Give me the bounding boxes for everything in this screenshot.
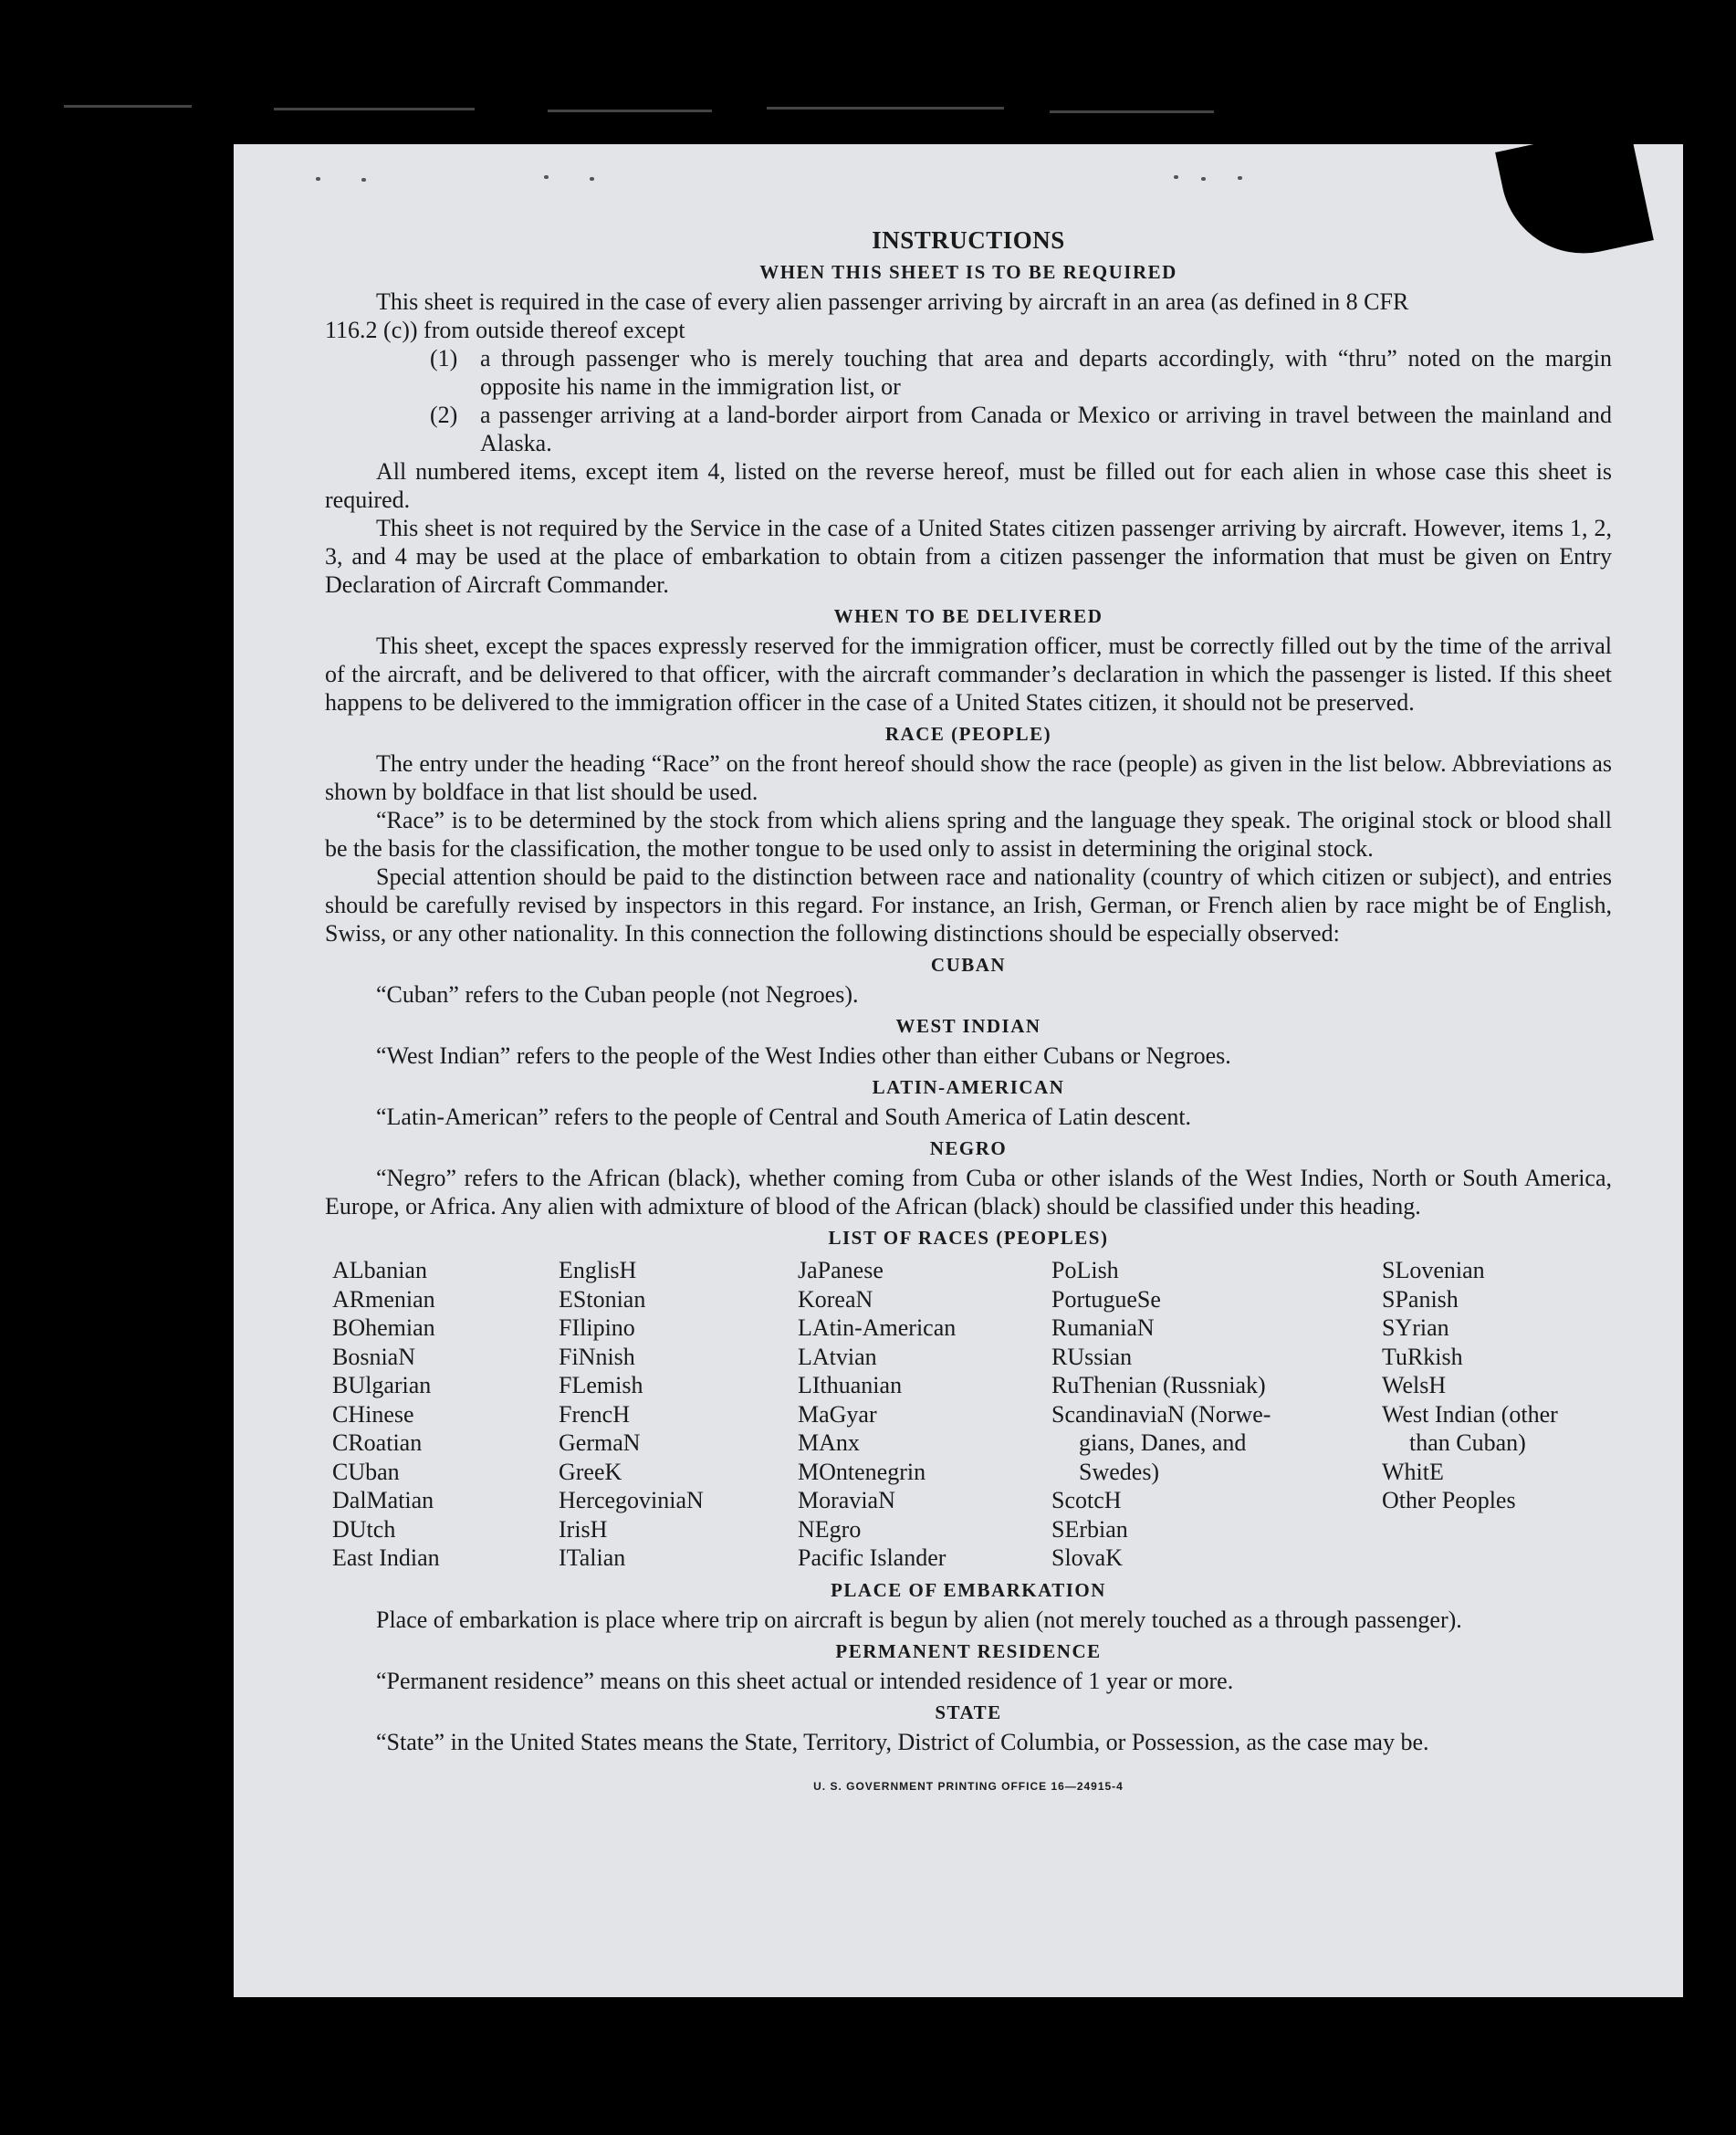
state-paragraph: “State” in the United States means the State, Territory, District of Columbia, or Possession, as the case may be. bbox=[376, 1728, 1429, 1755]
item-text: a passenger arriving at a land-border airport from Canada or Mexico or arriving in travel between the mainland and Alaska. bbox=[480, 402, 1612, 456]
race-entry: JaPanese bbox=[798, 1257, 884, 1283]
heading-embarkation: PLACE OF EMBARKATION bbox=[831, 1578, 1106, 1601]
race-entry: MAnx bbox=[798, 1429, 860, 1456]
race-entry: East Indian bbox=[332, 1544, 440, 1571]
heading-when-required: WHEN THIS SHEET IS TO BE REQUIRED bbox=[759, 261, 1177, 283]
race-entry: EnglisH bbox=[559, 1257, 637, 1283]
race-entry: ScandinaviaN (Norwe- bbox=[1051, 1400, 1271, 1428]
heading-latin-american: LATIN-AMERICAN bbox=[872, 1076, 1065, 1098]
speck bbox=[1238, 176, 1242, 180]
speck bbox=[361, 178, 366, 182]
when-required-intro-cont: 116.2 (c)) from outside thereof except bbox=[325, 317, 685, 343]
race-entry: MaGyar bbox=[798, 1400, 877, 1428]
race-entry: ARmenian bbox=[332, 1285, 435, 1313]
race-entry: CHinese bbox=[332, 1400, 414, 1428]
heading-when-delivered: WHEN TO BE DELIVERED bbox=[833, 605, 1103, 627]
race-entry: WelsH bbox=[1382, 1372, 1447, 1398]
race-entry: Pacific Islander bbox=[798, 1544, 946, 1571]
race-entry: ScotcH bbox=[1051, 1487, 1122, 1513]
citizen-paragraph: This sheet is not required by the Service in the case of a United States citizen passenger arriving by aircraft. However, items 1, 2, 3, and 4 may be used at the place of embarkation to obtain from a citizen passenger the information that must be given on Entry Declaration of Aircraft Commander. bbox=[325, 515, 1612, 598]
race-entry: CRoatian bbox=[332, 1429, 423, 1456]
race-entry: TuRkish bbox=[1382, 1343, 1463, 1370]
when-required-intro: This sheet is required in the case of every alien passenger arriving by aircraft in an area (as defined in 8 CFR bbox=[376, 288, 1409, 315]
page-title: INSTRUCTIONS bbox=[872, 226, 1065, 254]
speck bbox=[544, 175, 549, 179]
scan-artifact bbox=[1050, 110, 1214, 113]
speck bbox=[316, 177, 320, 181]
race-entry: West Indian (other bbox=[1382, 1400, 1558, 1428]
instructions-content bbox=[325, 226, 1612, 1801]
race-entry: GermaN bbox=[559, 1429, 641, 1456]
race-entry: LAtvian bbox=[798, 1343, 877, 1370]
race-entry-continued: gians, Danes, and bbox=[1079, 1429, 1247, 1456]
scan-artifact bbox=[767, 107, 1004, 110]
numbered-items-paragraph: All numbered items, except item 4, listed on the reverse hereof, must be filled out for each alien in whose case this sheet is required. bbox=[325, 458, 1612, 513]
race-entry: MOntenegrin bbox=[798, 1458, 926, 1485]
race-entry: LIthuanian bbox=[798, 1372, 903, 1398]
race-entry: RUssian bbox=[1051, 1343, 1133, 1370]
race-entry: GreeK bbox=[559, 1458, 622, 1485]
race-entry: SlovaK bbox=[1051, 1544, 1123, 1571]
race-entry: PortugueSe bbox=[1051, 1285, 1161, 1313]
heading-list-of-races: LIST OF RACES (PEOPLES) bbox=[828, 1227, 1109, 1249]
scan-artifact bbox=[274, 108, 475, 110]
race-entry: LAtin-American bbox=[798, 1314, 957, 1341]
races-column-4 bbox=[1051, 1256, 1382, 1573]
document-page bbox=[234, 144, 1683, 1997]
race-entry: WhitE bbox=[1382, 1458, 1444, 1485]
races-list bbox=[325, 1256, 1612, 1573]
cuban-paragraph: “Cuban” refers to the Cuban people (not Negroes). bbox=[376, 981, 859, 1008]
race-entry: FIlipino bbox=[559, 1314, 635, 1341]
race-entry: IrisH bbox=[559, 1515, 608, 1543]
race-entry: SErbian bbox=[1051, 1515, 1128, 1543]
race-entry: FiNnish bbox=[559, 1343, 635, 1370]
race-paragraph-2: “Race” is to be determined by the stock from which aliens spring and the language they speak. The original stock or blood shall be the basis for the classification, the mother tongue to be used only to assist in determining the original stock. bbox=[325, 807, 1612, 862]
heading-cuban: CUBAN bbox=[930, 954, 1007, 976]
race-entry: SPanish bbox=[1382, 1285, 1459, 1313]
race-entry: ITalian bbox=[559, 1544, 626, 1571]
race-entry: BosniaN bbox=[332, 1343, 415, 1370]
residence-paragraph: “Permanent residence” means on this sheet actual or intended residence of 1 year or more. bbox=[376, 1667, 1234, 1694]
race-entry: FLemish bbox=[559, 1372, 643, 1398]
race-entry: DUtch bbox=[332, 1515, 396, 1543]
races-column-5 bbox=[1382, 1256, 1619, 1573]
race-entry: ALbanian bbox=[332, 1257, 427, 1283]
race-entry: Other Peoples bbox=[1382, 1487, 1516, 1513]
race-entry: KoreaN bbox=[798, 1285, 873, 1313]
race-entry: BOhemian bbox=[332, 1314, 435, 1341]
item-number: (1) bbox=[430, 345, 458, 372]
races-column-2 bbox=[559, 1256, 798, 1573]
scan-artifact bbox=[64, 105, 192, 108]
race-entry: SYrian bbox=[1382, 1314, 1449, 1341]
race-entry: SLovenian bbox=[1382, 1257, 1485, 1283]
heading-permanent-residence: PERMANENT RESIDENCE bbox=[835, 1639, 1102, 1662]
when-delivered-paragraph: This sheet, except the spaces expressly reserved for the immigration officer, must be correctly filled out by the time of the arrival of the aircraft, and be delivered to that officer, with the aircraft commander’s declaration in which the passenger is listed. If this sheet happens to be delivered to the immigration officer in the case of a United States citizen, it should not be preserved. bbox=[325, 633, 1612, 716]
race-entry: FrencH bbox=[559, 1400, 630, 1428]
race-entry: CUban bbox=[332, 1458, 400, 1485]
race-entry: HercegoviniaN bbox=[559, 1487, 704, 1513]
race-entry: MoraviaN bbox=[798, 1487, 895, 1513]
heading-state: STATE bbox=[935, 1701, 1002, 1723]
west-indian-paragraph: “West Indian” refers to the people of the West Indies other than either Cubans or Negroes. bbox=[376, 1042, 1231, 1069]
item-text: a through passenger who is merely touching that area and departs accordingly, with “thru” noted on the margin opposite his name in the immigration list, or bbox=[480, 345, 1612, 400]
embarkation-paragraph: Place of embarkation is place where trip on aircraft is begun by alien (not merely touched as a through passenger). bbox=[376, 1606, 1462, 1633]
race-paragraph-1: The entry under the heading “Race” on the front hereof should show the race (people) as given in the list below. Abbreviations as shown by boldface in that list should be used. bbox=[325, 750, 1612, 805]
exception-item-2 bbox=[430, 401, 1612, 457]
heading-race: RACE (PEOPLE) bbox=[884, 723, 1052, 745]
races-column-1 bbox=[332, 1256, 559, 1573]
scan-artifact bbox=[548, 110, 712, 112]
heading-west-indian: WEST INDIAN bbox=[895, 1015, 1041, 1037]
race-entry: RumaniaN bbox=[1051, 1314, 1155, 1341]
speck bbox=[1201, 177, 1206, 181]
item-number: (2) bbox=[430, 402, 458, 428]
race-entry: RuThenian (Russniak) bbox=[1051, 1372, 1266, 1398]
printing-office-footer: U. S. GOVERNMENT PRINTING OFFICE 16—24915-4 bbox=[813, 1779, 1124, 1793]
races-column-3 bbox=[798, 1256, 1051, 1573]
exception-item-1 bbox=[430, 344, 1612, 401]
race-entry: DalMatian bbox=[332, 1487, 434, 1513]
race-paragraph-3: Special attention should be paid to the distinction between race and nationality (country of which citizen or subject), and entries should be carefully revised by inspectors in this regard. For instance, an Irish, German, or French alien by race might be of English, Swiss, or any other nationality. In this connection the following distinctions should be especially observed: bbox=[325, 863, 1612, 947]
race-entry-continued: Swedes) bbox=[1079, 1458, 1160, 1485]
race-entry-continued: than Cuban) bbox=[1409, 1429, 1526, 1456]
negro-paragraph: “Negro” refers to the African (black), whether coming from Cuba or other islands of the West Indies, North or South America, Europe, or Africa. Any alien with admixture of blood of the African (black) should be classified under this heading. bbox=[325, 1165, 1612, 1219]
heading-negro: NEGRO bbox=[929, 1137, 1008, 1159]
race-entry: BUlgarian bbox=[332, 1372, 432, 1398]
race-entry: EStonian bbox=[559, 1285, 646, 1313]
latin-american-paragraph: “Latin-American” refers to the people of Central and South America of Latin descent. bbox=[376, 1104, 1192, 1130]
speck bbox=[1174, 175, 1178, 179]
race-entry: NEgro bbox=[798, 1515, 862, 1543]
race-entry: PoLish bbox=[1051, 1257, 1119, 1283]
speck bbox=[590, 177, 594, 181]
